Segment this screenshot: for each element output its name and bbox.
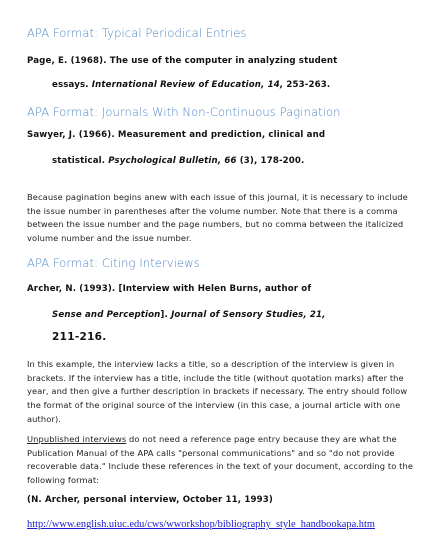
reference-page-line2: essays. International Review of Education, 14, 253-263.	[52, 80, 331, 90]
personal-interview-citation: (N. Archer, personal interview, October 11, 1993)	[27, 495, 273, 505]
unpublished-interviews-term: Unpublished interviews	[27, 434, 127, 444]
reference-archer-pages: 211-216.	[52, 331, 107, 343]
unpublished-interviews-note: Unpublished interviews do not need a reference page entry because they are what the Publication Manual of the APA calls "personal communications" and so "do not provide recoverable data." Include these references in the text of your document, according to the following format:	[27, 434, 414, 486]
heading-periodical-entries: APA Format: Typical Periodical Entries	[27, 26, 247, 40]
reference-archer-line1: Archer, N. (1993). [Interview with Helen Burns, author of	[27, 284, 312, 294]
interview-explanation: In this example, the interview lacks a title, so a description of the interview is given in brackets. If the interview has a title, include the title (without quotation marks) after the year, and then give a further description in brackets if necessary. The entry should follow the format of the original source of the interview (in this case, a journal article with one author).	[27, 359, 408, 424]
reference-page-line1: Page, E. (1968). The use of the computer in analyzing student	[27, 56, 338, 66]
reference-archer-line2: Sense and Perception]. Journal of Sensory Studies, 21,	[52, 310, 326, 320]
heading-non-continuous-pagination: APA Format: Journals With Non-Continuous Pagination	[27, 105, 341, 119]
pagination-explanation: Because pagination begins anew with each issue of this journal, it is necessary to include the issue number in parentheses after the volume number. Note that there is a comma between the issue number and the page numbers, but no comma between the italicized volume number and the issue number.	[27, 192, 408, 244]
reference-sawyer-line1: Sawyer, J. (1966). Measurement and prediction, clinical and	[27, 130, 326, 140]
reference-sawyer-line2: statistical. Psychological Bulletin, 66 (3), 178-200.	[52, 156, 305, 166]
source-url-link[interactable]: http://www.english.uiuc.edu/cws/wworkshop/bibliography_style_handbookapa.htm	[27, 519, 375, 530]
heading-citing-interviews: APA Format: Citing Interviews	[27, 256, 200, 270]
